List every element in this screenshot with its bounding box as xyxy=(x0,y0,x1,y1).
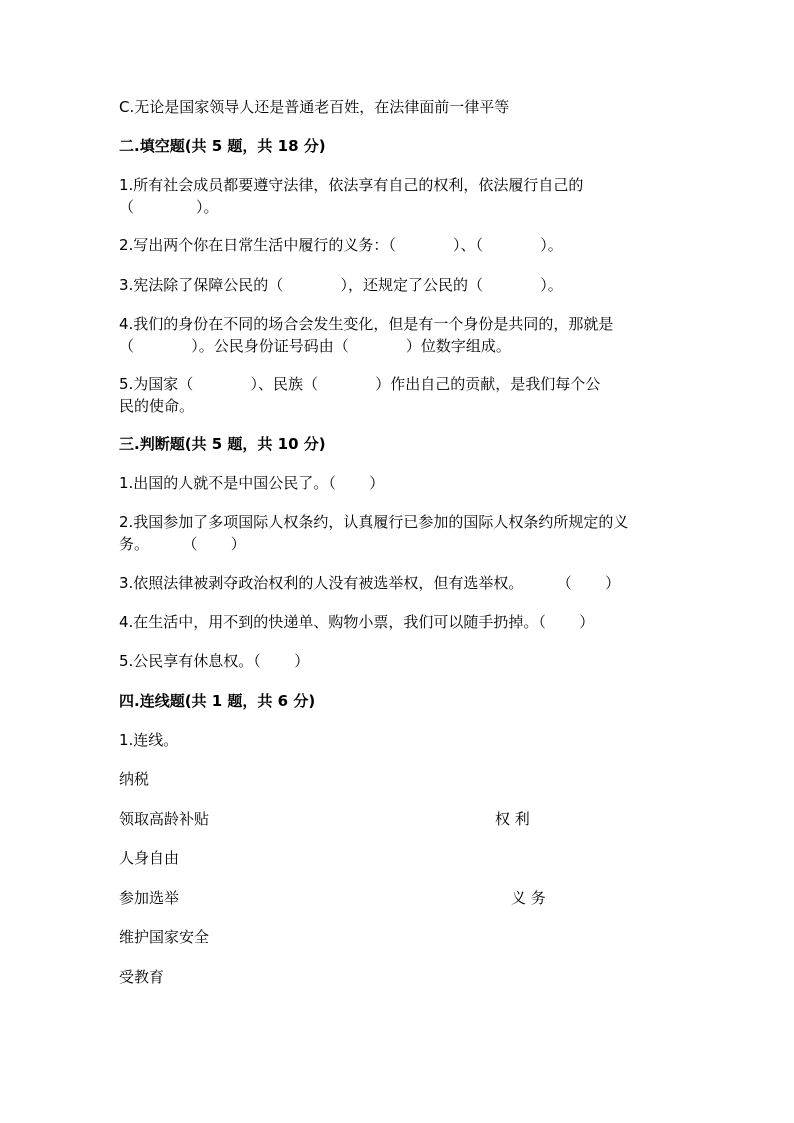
section-matching-heading: 四.连线题(共 1 题，共 6 分) xyxy=(119,692,316,710)
match-right-item-rights: 权 利 xyxy=(495,810,530,828)
match-left-item: 参加选举 xyxy=(119,889,180,907)
tf-q2-line2: 务。 （ ） xyxy=(119,535,246,553)
section-fill-blank-heading: 二.填空题(共 5 题，共 18 分) xyxy=(119,137,326,155)
fill-q4-line2: （ ）。公民身份证号码由（ ）位数字组成。 xyxy=(119,337,511,355)
tf-q2-line1: 2.我国参加了多项国际人权条约，认真履行已参加的国际人权条约所规定的义 xyxy=(119,513,629,531)
option-c-text: C.无论是国家领导人还是普通老百姓，在法律面前一律平等 xyxy=(119,98,510,116)
fill-q3: 3.宪法除了保障公民的（ ），还规定了公民的（ ）。 xyxy=(119,276,563,294)
match-q1: 1.连线。 xyxy=(119,731,179,749)
tf-q4: 4.在生活中，用不到的快递单、购物小票，我们可以随手扔掉。（ ） xyxy=(119,613,595,631)
match-right-item-duties: 义 务 xyxy=(511,889,546,907)
match-left-item: 维护国家安全 xyxy=(119,928,210,946)
match-left-item: 受教育 xyxy=(119,968,165,986)
fill-q5-line1: 5.为国家（ ）、民族（ ）作出自己的贡献，是我们每个公 xyxy=(119,375,601,393)
fill-q2: 2.写出两个你在日常生活中履行的义务：（ ）、（ ）。 xyxy=(119,236,563,254)
fill-q1-line1: 1.所有社会成员都要遵守法律，依法享有自己的权利，依法履行自己的 xyxy=(119,176,584,194)
match-left-item: 纳税 xyxy=(119,770,150,788)
tf-q1: 1.出国的人就不是中国公民了。（ ） xyxy=(119,474,385,492)
match-left-item: 领取高龄补贴 xyxy=(119,810,210,828)
section-true-false-heading: 三.判断题(共 5 题，共 10 分) xyxy=(119,435,326,453)
tf-q3: 3.依照法律被剥夺政治权利的人没有被选举权，但有选举权。 （ ） xyxy=(119,574,621,592)
fill-q5-line2: 民的使命。 xyxy=(119,397,195,415)
fill-q4-line1: 4.我们的身份在不同的场合会发生变化，但是有一个身份是共同的，那就是 xyxy=(119,315,614,333)
tf-q5: 5.公民享有休息权。（ ） xyxy=(119,652,310,670)
match-left-item: 人身自由 xyxy=(119,849,180,867)
fill-q1-line2: （ ）。 xyxy=(119,198,219,216)
